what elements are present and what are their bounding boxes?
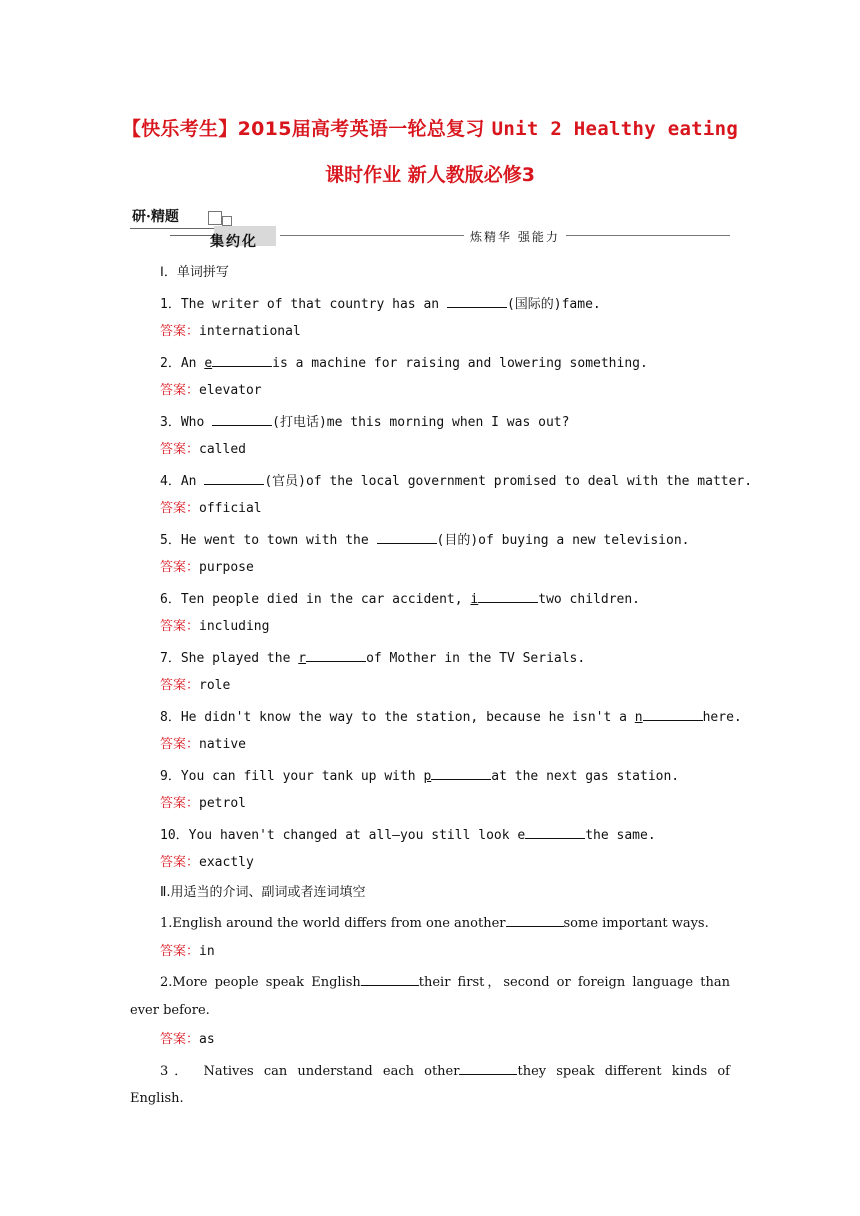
question-text-before: You can fill your tank up with [180,768,424,784]
question-number: 2． [160,355,181,371]
question-text-before: Ten people died in the car accident, [180,591,471,607]
question-item [130,351,730,381]
blank-line [643,707,703,721]
answer-line [130,852,730,882]
question-item [130,587,730,617]
question-item [130,292,730,322]
blank-line [212,353,272,367]
question-item [130,410,730,440]
section2-heading: Ⅱ.用适当的介词、副词或者连词填空 [160,884,366,900]
answer-value: petrol [199,796,246,811]
question-item [130,1059,730,1089]
question-item [130,705,742,735]
answer-value: official [199,501,262,516]
blank-line [459,1061,517,1075]
answer-blank [377,533,437,548]
answer-label: 答案： [160,855,200,870]
question-number: 7． [160,650,181,666]
answer-label: 答案： [160,501,200,516]
answer-label: 答案： [160,619,200,634]
question-text-before: English around the world differs from one another [172,916,506,931]
question-text-before: The writer of that country has an [180,296,447,312]
answer-line [130,380,730,410]
question-text-before: An [180,355,205,371]
answer-label: 答案： [160,560,200,575]
answer-label: 答案： [160,737,200,752]
question-item [130,911,730,941]
blank-line [525,825,585,839]
answer-label: 答案： [160,324,200,339]
blank-line [361,972,419,986]
question-text-after: two children. [538,591,640,607]
title-prefix: 【快乐考生】2015届高考英语一轮总复习 [121,118,492,140]
answer-blank [423,769,491,784]
answer-label: 答案： [160,1032,200,1047]
section2-items [130,911,730,1118]
question-number: 6． [160,591,181,607]
question-text-after: of Mother in the TV Serials. [366,650,586,666]
answer-blank [635,710,703,725]
question-text-after: at the next gas station. [491,768,680,784]
blank-line [478,589,538,603]
question-text-after: (国际的)fame. [506,296,601,312]
answer-line [130,616,730,646]
section1-heading: Ⅰ．单词拼写 [160,265,229,280]
answer-value: in [199,943,215,959]
question-number: 1. [160,916,173,931]
question-text-after: (官员)of the local government promised to deal with the matter. [264,473,753,489]
answer-line [130,498,730,528]
question-number: 3． [160,414,181,430]
answer-line [130,675,730,705]
question-item [130,764,730,794]
question-text-before: Who [180,414,213,430]
blank-hint-letter: i [470,591,479,607]
answer-label: 答案： [160,383,200,398]
question-text-after: they speak different kinds of [517,1063,730,1079]
question-item [130,970,730,1000]
section1-items [130,292,753,882]
answer-value: including [199,619,270,634]
answer-line [130,557,730,587]
answer-line [130,439,730,469]
answer-line [130,1029,730,1059]
document-title-line1 [0,114,860,141]
answer-line [130,321,730,351]
question-text-before: More people speak English [172,975,361,990]
blank-line [377,530,437,544]
answer-blank [204,474,264,489]
answer-line [130,941,730,971]
question-text-after: (打电话)me this morning when I was out? [272,414,570,430]
question-item [130,528,730,558]
question-number: 8． [160,709,181,725]
title-unit: Unit 2 Healthy eating [491,118,739,140]
answer-blank [204,356,272,371]
answer-value: as [199,1032,215,1047]
question-text-before: He didn't know the way to the station, because he isn't a [180,709,635,725]
question-text-before: She played the [180,650,299,666]
answer-label: 答案： [160,442,200,457]
answer-label: 答案： [160,678,200,693]
question-number: 4． [160,473,181,489]
question-text-after: the same. [585,827,656,843]
blank-line [506,913,564,927]
answer-line [130,734,730,764]
answer-value: called [199,442,246,457]
question-text-after: some important ways. [563,916,709,931]
answer-blank [447,297,507,312]
blank-hint-letter: p [423,768,432,784]
question-text-after: (目的)of buying a new television. [436,532,690,548]
answer-blank [470,592,538,607]
question-number: 1． [160,296,181,312]
question-item [130,469,753,499]
question-continuation: English. [130,1091,184,1106]
answer-value: exactly [199,855,254,870]
question-text-before: Natives can understand each other [193,1063,460,1079]
question-text-before: He went to town with the [180,532,377,548]
blank-line [431,766,491,780]
answer-value: native [199,737,246,752]
blank-line [306,648,366,662]
question-continuation: ever before. [130,1002,210,1018]
document-title-line2: 课时作业 新人教版必修3 [325,164,535,186]
answer-line [130,793,730,823]
answer-label: 答案： [160,943,200,959]
answer-value: international [199,324,301,339]
exercise-content [130,262,753,1118]
blank-hint-letter: n [634,709,643,725]
banner-tag-primary: 研·精题 [132,209,179,225]
blank-hint-letter: r [298,650,307,666]
answer-blank [298,651,366,666]
blank-line [204,471,264,485]
answer-label: 答案： [160,796,200,811]
answer-value: role [199,678,231,693]
answer-value: elevator [199,383,262,398]
question-text-before: An [180,473,205,489]
question-number: 2. [160,975,173,990]
question-item [130,646,730,676]
blank-line [212,412,272,426]
question-number: 10． [160,827,189,843]
question-text-before: You haven't changed at all—you still look e [188,827,526,843]
question-item [130,823,730,853]
blank-hint-letter: e [204,355,213,371]
question-text-after: is a machine for raising and lowering something. [272,355,648,371]
question-text-after: their first，second or foreign language than [418,975,730,990]
answer-blank [212,415,272,430]
question-text-after: here. [702,709,742,725]
answer-value: purpose [199,560,254,575]
question-number: 9． [160,768,181,784]
banner-tag-secondary: 集约化 [210,234,258,250]
section-banner [130,204,730,252]
answer-blank [525,828,585,843]
blank-line [447,294,507,308]
question-number: 3． [160,1063,194,1079]
question-number: 5． [160,532,181,548]
banner-slogan: 炼精华 强能力 [464,228,566,245]
